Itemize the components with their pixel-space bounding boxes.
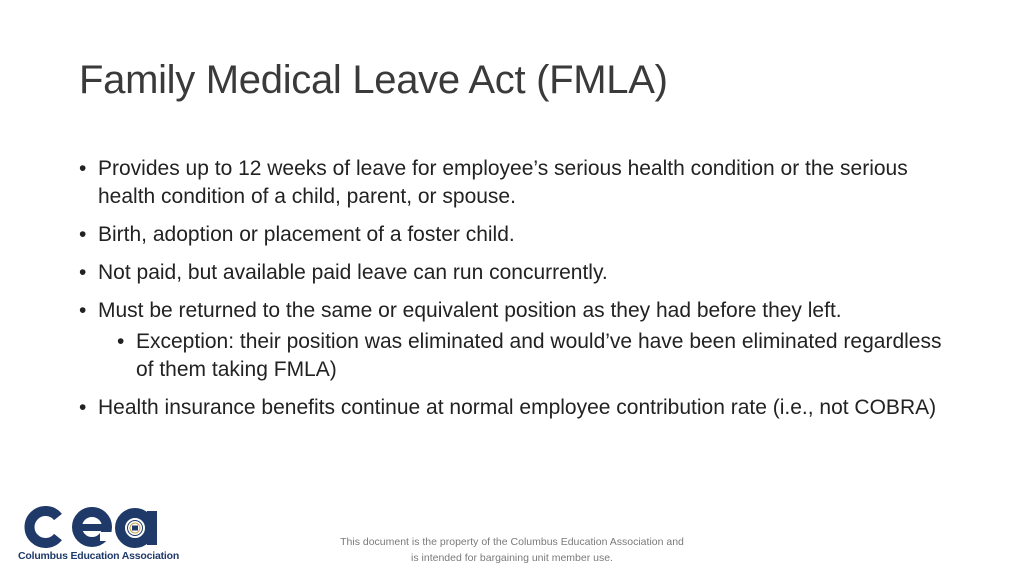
- bullet-list: [79, 155, 959, 432]
- cea-logo-mark: [18, 505, 178, 549]
- sub-bullet-list: [98, 328, 959, 384]
- bullet-item: • Not paid, but available paid leave can run concurrently.: [79, 259, 959, 287]
- bullet-item: [79, 297, 959, 384]
- bullet-item: • Birth, adoption or placement of a foster child.: [79, 221, 959, 249]
- bullet-text: Must be returned to the same or equivalent position as they had before they left.: [98, 299, 842, 322]
- sub-bullet-item: • Exception: their position was eliminated and would’ve have been eliminated regardless of them taking FMLA): [117, 328, 959, 384]
- cea-logo: [18, 505, 178, 567]
- footer-note: This document is the property of the Columbus Education Association and is intended for bargaining unit member use.: [340, 536, 684, 564]
- bullet-item: • Provides up to 12 weeks of leave for employee’s serious health condition or the serious health condition of a child, parent, or spouse.: [79, 155, 959, 211]
- logo-caption: Columbus Education Association: [18, 550, 180, 562]
- slide-title: Family Medical Leave Act (FMLA): [79, 58, 668, 102]
- bullet-item: • Health insurance benefits continue at normal employee contribution rate (i.e., not COBRA): [79, 394, 959, 422]
